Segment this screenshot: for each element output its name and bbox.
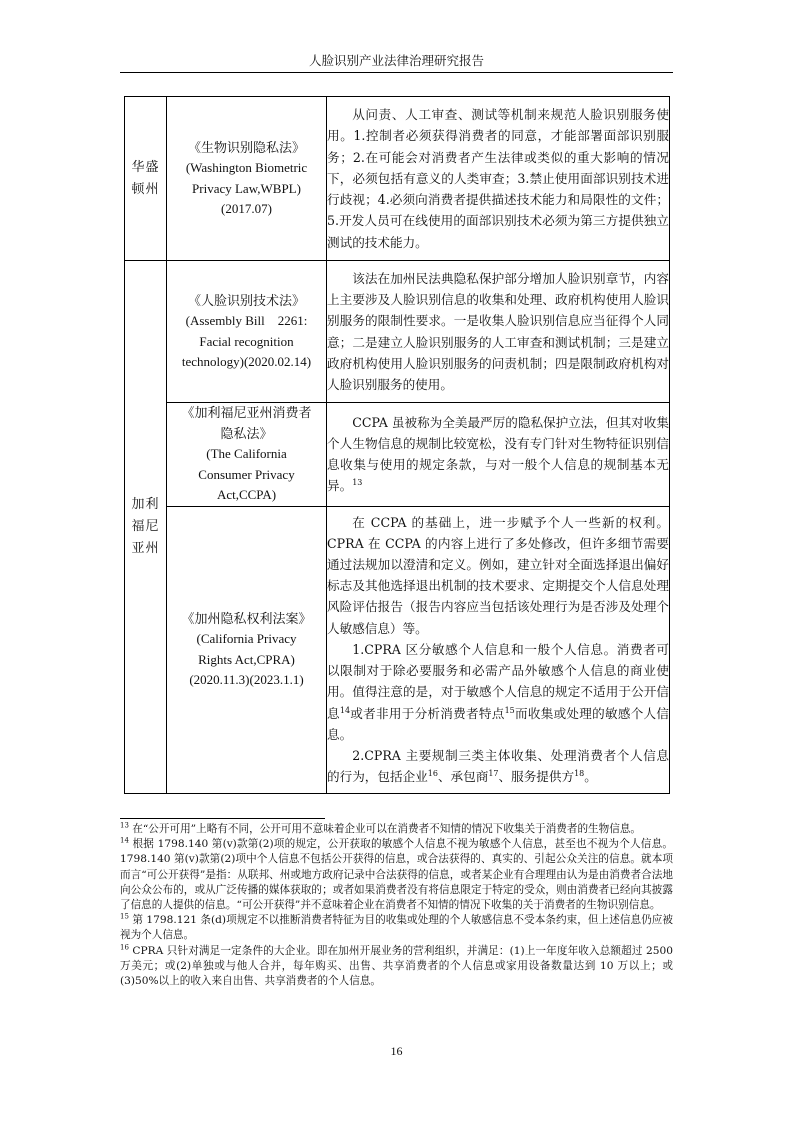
desc-cell-ab2261 [327, 261, 670, 403]
footnote-text: CPRA 只针对满足一定条件的大企业。即在加州开展业务的营利组织，并满足：(1)上一年度年收入总额超过 2500 万美元；或(2)单独或与他人合并，每年购买、出售、共享消费者的个人信息或家用设备数量达到 10 万以上；或(3)50%以上的收入来自出售、共享消费者的个人信息。 [120, 944, 674, 988]
law-name-line: Consumer Privacy [198, 466, 295, 482]
footnotes [120, 822, 673, 989]
page-number: 16 [390, 1044, 403, 1058]
region-label-line: 顿州 [131, 181, 160, 197]
desc-text: 、服务提供方 [498, 769, 575, 785]
law-name-line: 《人脸识别技术法》 [187, 292, 305, 308]
law-name-line: (California Privacy [196, 631, 297, 646]
footnote-rule [120, 818, 325, 819]
law-name-line: 《生物识别隐私法》 [187, 139, 305, 155]
desc-text: 而收集或处理的敏感个人信息。 [327, 705, 670, 742]
footnote [120, 944, 673, 990]
table-row-cpra [125, 506, 670, 793]
region-cell-washington [125, 97, 167, 261]
region-cell-california [125, 261, 167, 794]
law-cell-cpra [167, 506, 327, 793]
desc-text: 1.CPRA 区分敏感个人信息和一般个人信息。消费者可以限制对于除必要服务和必需产品外敏感个人信息的商业使用。值得注意的是，对于敏感个人信息的规定不适用于公开信息 [327, 641, 669, 721]
law-name-line: technology)(2020.02.14) [181, 354, 312, 369]
desc-text: CCPA 虽被称为全美最严厉的隐私保护立法，但其对收集个人生物信息的规制比较宽松，没有专门针对生物特征识别信息收集与使用的规定条款，与对一般个人信息的规制基本无异。 [327, 414, 669, 494]
footnote-ref: 13 [352, 478, 363, 488]
footnote-number: 13 [120, 821, 129, 830]
desc-text: 、承包商 [437, 769, 489, 785]
running-header: 人脸识别产业法律治理研究报告 [308, 53, 484, 68]
table-row-washington [125, 97, 670, 261]
footnote [120, 837, 673, 913]
desc-paragraph [327, 639, 669, 745]
law-name-line: 《加利福尼亚州消费者 [181, 405, 312, 420]
footnote-ref: 14 [339, 705, 351, 715]
law-name-line: 隐私法》 [220, 425, 273, 441]
desc-cell-ccpa [327, 403, 670, 507]
footnote-ref: 18 [574, 768, 585, 778]
law-name-line: Privacy Law,WBPL) [192, 180, 301, 196]
region-label-line: 加利 [131, 496, 160, 512]
footnote-ref: 17 [488, 768, 499, 778]
footnote-number: 15 [120, 912, 129, 921]
footnote [120, 913, 673, 943]
law-name-line: (2020.11.3)(2023.1.1) [189, 672, 304, 687]
table-row-california-frt [125, 261, 670, 403]
desc-paragraph: 在 CCPA 的基础上，进一步赋予个人一些新的权利。CPRA 在 CCPA 的内容上进行了多处修改，但许多细节需要通过法规加以澄清和定义。例如，建立针对全面选择退出偏好标志及其他选择退出机制的技术要求、定期提交个人信息处理风险评估报告（报告内容应当包括该处理行为是否涉及处理个人敏感信息）等。 [327, 514, 669, 636]
footnote-ref: 15 [504, 705, 515, 715]
footnote-text: 根据 1798.140 第(v)款第(2)项的规定，公开获取的敏感个人信息不视为敏感个人信息，甚至也不视为个人信息。1798.140 第(v)款第(2)项中个人信息不包括公开获得的信息，或合法获得的、真实的、引起公众关注的信息。就本项而言“可公开获得”是指：从联邦、州或地方政府记录中合法获得的信息，或者某企业有合理理由认为是由消费者合法地向公众公布的，或从广泛传播的媒体获取的；或者如果消费者没有将信息限定于特定的受众，则由消费者已经向其披露了信息的人提供的信息。“可公开获得”并不意味着企业在消费者不知情的情况下收集的关于消费者的生物识别信息。 [120, 838, 673, 912]
region-label-line: 华盛 [131, 159, 160, 175]
desc-paragraph [327, 745, 669, 787]
region-label-line: 亚州 [131, 540, 160, 556]
law-name-line: Act,CCPA) [216, 487, 277, 502]
header-rule [120, 72, 673, 73]
law-name-line: 《加州隐私权利法案》 [181, 610, 312, 626]
desc-text: 2.CPRA 主要规制三类主体收集、处理消费者个人信息的行为，包括企业 [327, 747, 669, 785]
law-name-line: (Washington Biometric [185, 160, 308, 175]
law-name-line: Facial recognition [199, 333, 294, 349]
law-name-line: (Assembly Bill 2261: [185, 313, 308, 328]
footnote-number: 16 [120, 943, 129, 952]
table-row-ccpa [125, 403, 670, 507]
footnote-text: 第 1798.121 条(d)项规定不以推断消费者特征为目的收集或处理的个人敏感信息不受本条约束，但上述信息仍应被视为个人信息。 [120, 914, 673, 942]
desc-text: 。 [584, 769, 597, 785]
law-cell-ab2261 [167, 261, 327, 403]
law-name-line: (The California [206, 446, 287, 461]
desc-paragraph [327, 412, 669, 497]
desc-paragraph: 该法在加州民法典隐私保护部分增加人脸识别章节，内容上主要涉及人脸识别信息的收集和处理、政府机构使用人脸识别服务的限制性要求。一是收集人脸识别信息应当征得个人同意；二是建立人脸识别服务的人工审查和测试机制；三是建立政府机构使用人脸识别服务的问责机制；四是限制政府机构对人脸识别服务的使用。 [327, 270, 669, 392]
law-name-line: (2017.07) [221, 201, 272, 216]
desc-text: 或者非用于分析消费者特点 [350, 705, 505, 721]
desc-paragraph: 从问责、人工审查、测试等机制来规范人脸识别服务使用。1.控制者必须获得消费者的同意，才能部署面部识别服务；2.在可能会对消费者产生法律或类似的重大影响的情况下，必须包括有意义的人类审查；3.禁止使用面部识别技术进行歧视；4.必须向消费者提供描述技术能力和局限性的文件；5.开发人员可在线使用的面部识别技术必须为第三方提供独立测试的技术能力。 [327, 107, 669, 250]
footnote [120, 822, 673, 837]
footnote-ref: 16 [427, 768, 438, 778]
law-name-line: Rights Act,CPRA) [198, 651, 295, 667]
desc-cell-cpra [327, 506, 670, 793]
region-label-line: 福尼 [131, 518, 160, 534]
footnote-text: 在“公开可用”上略有不同，公开可用不意味着企业可以在消费者不知情的情况下收集关于消费者的生物信息。 [132, 823, 642, 835]
law-table [124, 96, 670, 794]
desc-cell-wbpl [327, 97, 670, 261]
law-cell-ccpa [167, 403, 327, 507]
law-cell-wbpl [167, 97, 327, 261]
footnote-number: 14 [120, 836, 129, 845]
